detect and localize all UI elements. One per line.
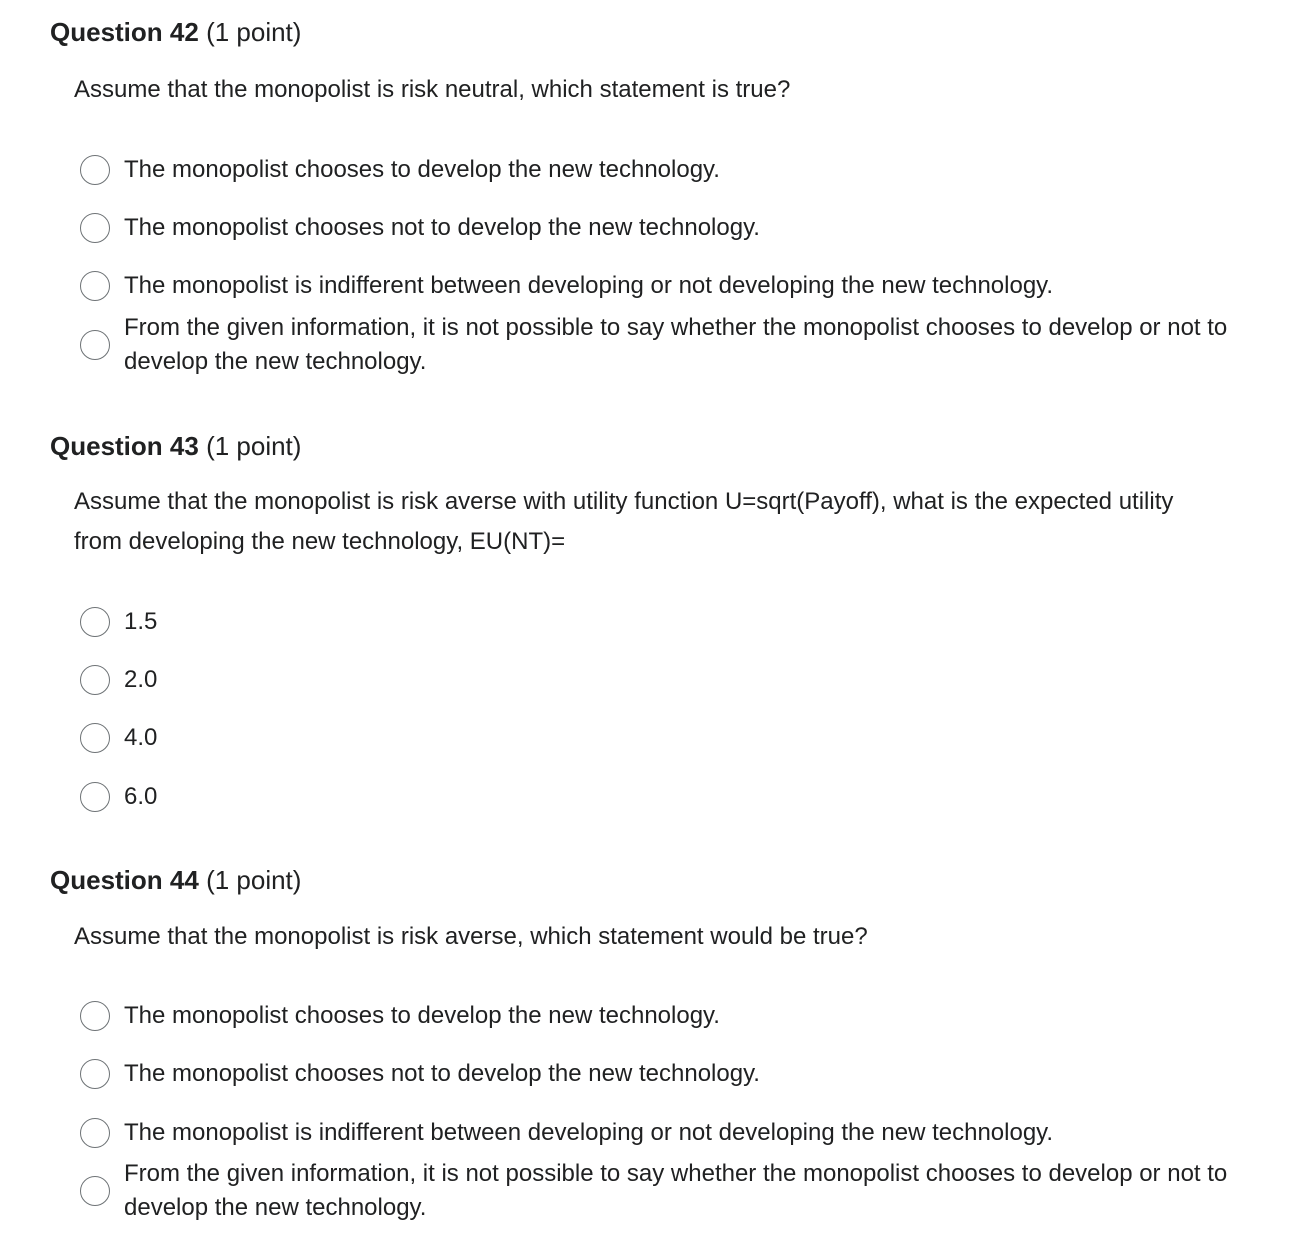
- option-label: The monopolist chooses to develop the new technology.: [124, 156, 720, 183]
- answer-option[interactable]: [80, 780, 1240, 814]
- answer-option[interactable]: [80, 605, 1240, 639]
- question-text: Assume that the monopolist is risk averse with utility function U=sqrt(Payoff), what is the expected utility from developing the new technology, EU(NT)=: [74, 488, 1174, 555]
- option-label: From the given information, it is not possible to say whether the monopolist chooses to develop or not to develop the new technology.: [124, 1160, 1228, 1221]
- radio-button[interactable]: [80, 155, 110, 185]
- answer-option[interactable]: [80, 269, 1240, 303]
- option-label: The monopolist chooses not to develop the new technology.: [124, 1060, 760, 1087]
- radio-button[interactable]: [80, 1118, 110, 1148]
- question-text: Assume that the monopolist is risk averse, which statement would be true?: [74, 923, 868, 950]
- question-title: Question 44: [50, 865, 199, 895]
- question-text: Assume that the monopolist is risk neutral, which statement is true?: [74, 76, 791, 103]
- radio-button[interactable]: [80, 1176, 110, 1206]
- option-label: The monopolist chooses not to develop the new technology.: [124, 214, 760, 241]
- answer-option[interactable]: [80, 1116, 1240, 1150]
- answer-option[interactable]: [80, 999, 1240, 1033]
- question-points: (1 point): [206, 865, 302, 895]
- radio-button[interactable]: [80, 271, 110, 301]
- option-label: From the given information, it is not possible to say whether the monopolist chooses to develop or not to develop the new technology.: [124, 314, 1228, 375]
- question-header: [50, 864, 301, 896]
- option-label: 1.5: [124, 608, 158, 635]
- answer-option[interactable]: [80, 211, 1240, 245]
- question-header: [50, 430, 301, 462]
- option-label: 6.0: [124, 783, 158, 810]
- radio-button[interactable]: [80, 330, 110, 360]
- radio-button[interactable]: [80, 607, 110, 637]
- answer-option[interactable]: [80, 721, 1240, 755]
- answer-option[interactable]: [80, 1057, 1240, 1091]
- option-label: 4.0: [124, 724, 158, 751]
- radio-button[interactable]: [80, 723, 110, 753]
- answer-option[interactable]: [80, 311, 1240, 379]
- question-title: Question 43: [50, 431, 199, 461]
- option-label: The monopolist is indifferent between developing or not developing the new technology.: [124, 272, 1054, 299]
- answer-option[interactable]: [80, 1157, 1240, 1225]
- radio-button[interactable]: [80, 782, 110, 812]
- question-title: Question 42: [50, 17, 199, 47]
- option-label: The monopolist chooses to develop the new technology.: [124, 1002, 720, 1029]
- question-header: [50, 16, 301, 48]
- question-points: (1 point): [206, 431, 302, 461]
- radio-button[interactable]: [80, 665, 110, 695]
- answer-option[interactable]: [80, 663, 1240, 697]
- option-label: The monopolist is indifferent between developing or not developing the new technology.: [124, 1119, 1054, 1146]
- radio-button[interactable]: [80, 1001, 110, 1031]
- answer-option[interactable]: [80, 153, 1240, 187]
- radio-button[interactable]: [80, 213, 110, 243]
- question-points: (1 point): [206, 17, 302, 47]
- radio-button[interactable]: [80, 1059, 110, 1089]
- option-label: 2.0: [124, 666, 158, 693]
